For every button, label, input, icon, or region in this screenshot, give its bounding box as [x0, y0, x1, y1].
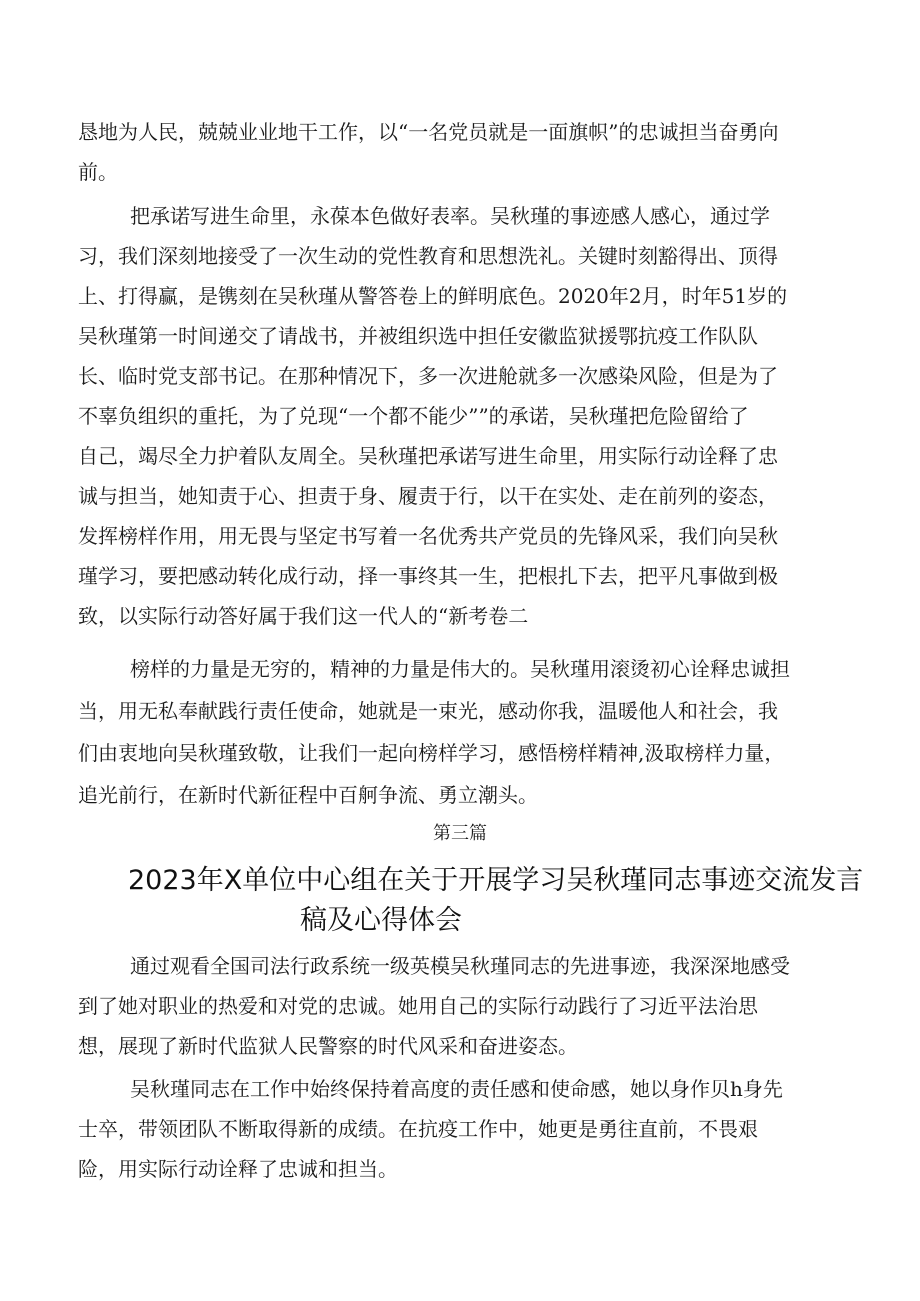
paragraph-line: 长、临时党支部书记。在那种情况下，多一次进舱就多一次感染风险，但是为了	[78, 364, 778, 388]
paragraph-line: 恳地为人民，兢兢业业地干工作，以“一名党员就是一面旗帜”的忠诚担当奋勇向	[78, 120, 779, 144]
paragraph-line: 瑾学习，要把感动转化成行动，择一事终其一生，把根扎下去，把平凡事做到极	[78, 564, 778, 588]
section-label: 第三篇	[433, 823, 487, 844]
paragraph-line: 们由衷地向吴秋瑾致敬，让我们一起向榜样学习，感悟榜样精神,汲取榜样力量，	[78, 741, 785, 765]
paragraph-line: 诚与担当，她知责于心、担责于身、履责于行，以干在实处、走在前列的姿态，	[78, 484, 778, 508]
paragraph-line: 榜样的力量是无穷的，精神的力量是伟大的。吴秋瑾用滚烫初心诠释忠诚担	[130, 657, 790, 681]
paragraph-line: 想，展现了新时代监狱人民警察的时代风采和奋进姿态。	[78, 1034, 578, 1058]
paragraph-line: 发挥榜样作用，用无畏与坚定书写着一名优秀共产党员的先锋风采，我们向吴秋	[78, 524, 778, 548]
paragraph-line: 上、打得赢，是镌刻在吴秋瑾从警答卷上的鲜明底色。2020年2月，时年51岁的	[78, 284, 788, 308]
paragraph-line: 追光前行，在新时代新征程中百舸争流、勇立潮头。	[78, 783, 538, 807]
article-heading-line-1: 2023年X单位中心组在关于开展学习吴秋瑾同志事迹交流发言	[128, 865, 864, 896]
paragraph-line: 不辜负组织的重托，为了兑现“一个都不能少””的承诺，吴秋瑾把危险留给了	[78, 404, 749, 428]
article-heading-line-2: 稿及心得体会	[300, 905, 462, 936]
paragraph-line: 通过观看全国司法行政系统一级英模吴秋瑾同志的先进事迹，我深深地感受	[130, 954, 790, 978]
paragraph-line: 吴秋瑾同志在工作中始终保持着高度的责任感和使命感，她以身作贝h身先	[130, 1077, 783, 1101]
paragraph-line: 致，以实际行动答好属于我们这一代人的“新考卷二	[78, 604, 529, 628]
paragraph-line: 前。	[78, 160, 118, 184]
paragraph-line: 当，用无私奉献践行责任使命，她就是一束光，感动你我，温暖他人和社会，我	[78, 699, 778, 723]
paragraph-line: 自己，竭尽全力护着队友周全。吴秋瑾把承诺写进生命里，用实际行动诠释了忠	[78, 444, 778, 468]
paragraph-line: 吴秋瑾第一时间递交了请战书，并被组织选中担任安徽监狱援鄂抗疫工作队队	[78, 324, 758, 348]
paragraph-line: 习，我们深刻地接受了一次生动的党性教育和思想洗礼。关键时刻豁得出、顶得	[78, 244, 778, 268]
paragraph-line: 把承诺写进生命里，永葆本色做好表率。吴秋瑾的事迹感人感心，通过学	[130, 204, 770, 228]
paragraph-line: 险，用实际行动诠释了忠诚和担当。	[78, 1157, 398, 1181]
paragraph-line: 到了她对职业的热爱和对党的忠诚。她用自己的实际行动践行了习近平法治思	[78, 994, 758, 1018]
paragraph-line: 士卒，带领团队不断取得新的成绩。在抗疫工作中，她更是勇往直前，不畏艰	[78, 1117, 758, 1141]
